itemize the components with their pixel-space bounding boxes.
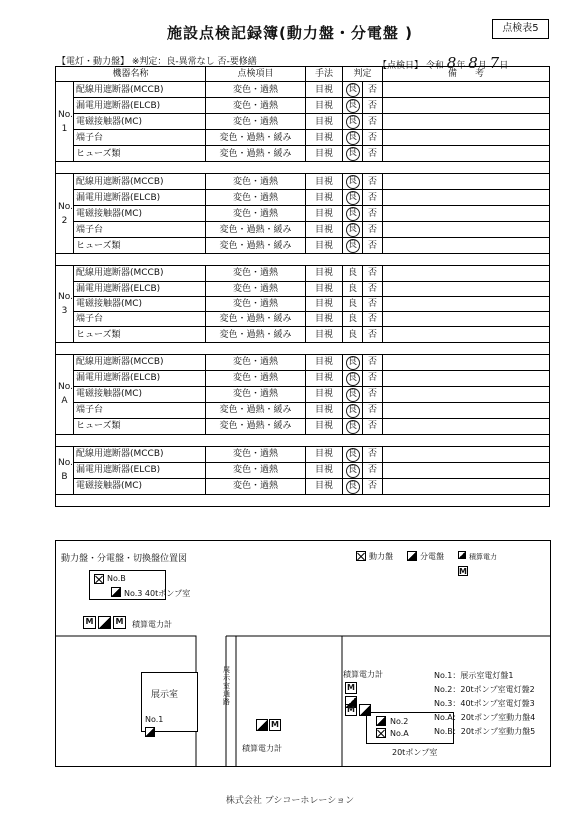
meter-m-icon: M bbox=[83, 616, 96, 629]
equipment-name: 電磁接触器(MC) bbox=[74, 296, 206, 311]
meter-bottom-m-icon: M bbox=[269, 719, 281, 731]
inspection-item: 変色・過熱 bbox=[206, 354, 306, 370]
meter-legend-m-icon: M bbox=[459, 567, 467, 576]
inspection-item: 変色・過熱 bbox=[206, 478, 306, 494]
meter-right-m-icon-1: M bbox=[345, 682, 357, 694]
spacer-cell bbox=[56, 342, 74, 354]
inspection-item: 変色・過熱・緩み bbox=[206, 312, 306, 327]
judgement-good bbox=[343, 82, 363, 98]
inspection-item: 変色・過熱 bbox=[206, 462, 306, 478]
inspection-method: 目視 bbox=[306, 402, 343, 418]
spacer-cell bbox=[383, 342, 550, 354]
month-value: 8 bbox=[468, 54, 478, 72]
inspection-method: 目視 bbox=[306, 146, 343, 162]
group-spacer-row bbox=[56, 254, 550, 266]
panel-list-item: No.B：20tポンプ室動力盤5 bbox=[434, 727, 536, 736]
equipment-name: 端子台 bbox=[74, 222, 206, 238]
spacer-cell bbox=[206, 162, 306, 174]
spacer-cell bbox=[306, 162, 343, 174]
judgement-bad: 否 bbox=[363, 238, 383, 254]
panel-list-item: No.2：20tポンプ室電灯盤2 bbox=[434, 685, 535, 694]
inspection-item: 変色・過熱・緩み bbox=[206, 238, 306, 254]
judgement-bad: 否 bbox=[363, 222, 383, 238]
judgement-good-label: 良 bbox=[346, 388, 360, 402]
spacer-cell bbox=[383, 494, 550, 506]
header-judgement: 判定 bbox=[343, 67, 383, 82]
power-panel-legend-label: 動力盤 bbox=[369, 552, 393, 561]
judgement-good bbox=[343, 446, 363, 462]
spacer-cell bbox=[56, 434, 74, 446]
distribution-panel-legend-label: 分電盤 bbox=[420, 552, 444, 561]
panel-list bbox=[434, 669, 535, 739]
table-row bbox=[56, 462, 550, 478]
judgement-bad: 否 bbox=[363, 354, 383, 370]
group-number-value: 2 bbox=[61, 215, 68, 226]
remarks-cell bbox=[383, 386, 550, 402]
judgement-good-label: 良 bbox=[346, 404, 360, 418]
table-row bbox=[56, 312, 550, 327]
group-number-label: No. bbox=[58, 382, 73, 393]
equipment-name: ヒューズ類 bbox=[74, 418, 206, 434]
meter-top-label: 積算電力計 bbox=[132, 620, 172, 629]
day-value: 7 bbox=[489, 54, 500, 72]
spacer-cell bbox=[343, 494, 363, 506]
meter-m-icon-2: M bbox=[113, 616, 126, 629]
table-row bbox=[56, 386, 550, 402]
judgement-good-label: 良 bbox=[346, 372, 360, 386]
inspection-method: 目視 bbox=[306, 418, 343, 434]
location-map bbox=[55, 540, 551, 767]
judgement-good-label: 良 bbox=[348, 329, 358, 340]
judgement-bad: 否 bbox=[363, 114, 383, 130]
judgement-good-label: 良 bbox=[346, 207, 360, 221]
panel-1-icon bbox=[145, 727, 155, 737]
table-row bbox=[56, 82, 550, 98]
equipment-name: 端子台 bbox=[74, 130, 206, 146]
spacer-cell bbox=[74, 254, 206, 266]
group-spacer-row bbox=[56, 342, 550, 354]
remarks-cell bbox=[383, 114, 550, 130]
judgement-good bbox=[343, 312, 363, 327]
panel-list-item: No.A：20tポンプ室動力盤4 bbox=[434, 713, 536, 722]
panel-a-label: No.A bbox=[390, 729, 409, 738]
spacer-cell bbox=[74, 342, 206, 354]
panel-1-label: No.1 bbox=[145, 715, 164, 724]
equipment-name: 電磁接触器(MC) bbox=[74, 114, 206, 130]
judgement-good bbox=[343, 130, 363, 146]
inspection-item: 変色・過熱 bbox=[206, 82, 306, 98]
inspection-method: 目視 bbox=[306, 82, 343, 98]
spacer-cell bbox=[74, 494, 206, 506]
judgement-good bbox=[343, 190, 363, 206]
year-unit: 年 bbox=[456, 61, 466, 71]
inspection-item: 変色・過熱 bbox=[206, 386, 306, 402]
judgement-good bbox=[343, 206, 363, 222]
equipment-name: 配線用遮断器(MCCB) bbox=[74, 266, 206, 281]
judgement-good bbox=[343, 402, 363, 418]
group-number bbox=[56, 82, 74, 162]
spacer-cell bbox=[343, 162, 363, 174]
remarks-cell bbox=[383, 296, 550, 311]
judgement-bad: 否 bbox=[363, 174, 383, 190]
spacer-cell bbox=[343, 254, 363, 266]
judgement-good bbox=[343, 462, 363, 478]
group-number-value: B bbox=[61, 472, 68, 483]
judgement-good bbox=[343, 281, 363, 296]
inspection-item: 変色・過熱 bbox=[206, 281, 306, 296]
inspection-method: 目視 bbox=[306, 190, 343, 206]
judgement-good-label: 良 bbox=[348, 268, 358, 279]
table-header-row bbox=[56, 67, 550, 82]
judgement-good bbox=[343, 418, 363, 434]
spacer-cell bbox=[363, 162, 383, 174]
inspection-method: 目視 bbox=[306, 386, 343, 402]
judgement-bad: 否 bbox=[363, 478, 383, 494]
judgement-bad: 否 bbox=[363, 206, 383, 222]
header-equipment: 機器名称 bbox=[56, 67, 206, 82]
equipment-name: ヒューズ類 bbox=[74, 238, 206, 254]
judgement-good bbox=[343, 478, 363, 494]
spacer-cell bbox=[383, 434, 550, 446]
inspection-method: 目視 bbox=[306, 312, 343, 327]
group-number bbox=[56, 266, 74, 342]
group-number-label: No. bbox=[58, 458, 73, 469]
group-spacer-row bbox=[56, 162, 550, 174]
table-row bbox=[56, 266, 550, 281]
spacer-cell bbox=[206, 434, 306, 446]
remarks-cell bbox=[383, 190, 550, 206]
equipment-name: 漏電用遮断器(ELCB) bbox=[74, 98, 206, 114]
table-row bbox=[56, 130, 550, 146]
group-number-label: No. bbox=[58, 201, 73, 212]
remarks-cell bbox=[383, 327, 550, 342]
judgement-good-label: 良 bbox=[346, 356, 360, 370]
spacer-cell bbox=[343, 342, 363, 354]
judgement-good bbox=[343, 266, 363, 281]
inspection-item: 変色・過熱・緩み bbox=[206, 222, 306, 238]
spacer-cell bbox=[363, 254, 383, 266]
inspection-method: 目視 bbox=[306, 281, 343, 296]
company-footer: 株式会社 ブシコーホレーション bbox=[225, 796, 355, 806]
era: 令和 bbox=[425, 61, 444, 71]
inspection-method: 目視 bbox=[306, 370, 343, 386]
remarks-cell bbox=[383, 174, 550, 190]
judgement-good bbox=[343, 296, 363, 311]
judgement-bad: 否 bbox=[363, 266, 383, 281]
group-spacer-row bbox=[56, 494, 550, 506]
inspection-method: 目視 bbox=[306, 446, 343, 462]
exhibit-room-label: 展示室 bbox=[151, 690, 179, 700]
spacer-cell bbox=[363, 494, 383, 506]
inspection-item: 変色・過熱 bbox=[206, 190, 306, 206]
spacer-cell bbox=[306, 434, 343, 446]
group-number-value: 1 bbox=[61, 123, 68, 134]
judgement-good bbox=[343, 98, 363, 114]
judgement-good-label: 良 bbox=[346, 99, 360, 113]
inspection-item: 変色・過熱・緩み bbox=[206, 402, 306, 418]
remarks-cell bbox=[383, 354, 550, 370]
spacer-cell bbox=[56, 254, 74, 266]
spacer-cell bbox=[56, 494, 74, 506]
table-row bbox=[56, 190, 550, 206]
group-number-label: No. bbox=[58, 292, 73, 303]
equipment-name: ヒューズ類 bbox=[74, 146, 206, 162]
judgement-good-label: 良 bbox=[346, 420, 360, 434]
inspection-item: 変色・過熱 bbox=[206, 114, 306, 130]
inspection-item: 変色・過熱・緩み bbox=[206, 418, 306, 434]
inspection-method: 目視 bbox=[306, 238, 343, 254]
pump-20t-label: 20tポンプ室 bbox=[392, 748, 438, 757]
table-row bbox=[56, 402, 550, 418]
judgement-good-label: 良 bbox=[346, 448, 360, 462]
judgement-good bbox=[343, 174, 363, 190]
inspection-method: 目視 bbox=[306, 174, 343, 190]
table-row bbox=[56, 370, 550, 386]
remarks-cell bbox=[383, 462, 550, 478]
remarks-cell bbox=[383, 98, 550, 114]
group-number-value: A bbox=[61, 396, 68, 407]
judgement-good-label: 良 bbox=[346, 464, 360, 478]
table-row bbox=[56, 174, 550, 190]
panel-3-label: No.3 40tポンプ室 bbox=[124, 589, 191, 598]
equipment-name: 電磁接触器(MC) bbox=[74, 386, 206, 402]
group-number bbox=[56, 354, 74, 434]
inspection-method: 目視 bbox=[306, 296, 343, 311]
equipment-name: 端子台 bbox=[74, 402, 206, 418]
remarks-cell bbox=[383, 418, 550, 434]
judgement-bad: 否 bbox=[363, 296, 383, 311]
inspection-item: 変色・過熱 bbox=[206, 296, 306, 311]
header-item: 点検項目 bbox=[206, 67, 306, 82]
judgement-good-label: 良 bbox=[346, 115, 360, 129]
spacer-cell bbox=[306, 494, 343, 506]
judgement-bad: 否 bbox=[363, 402, 383, 418]
remarks-cell bbox=[383, 146, 550, 162]
equipment-name: ヒューズ類 bbox=[74, 327, 206, 342]
judgement-good-label: 良 bbox=[346, 480, 360, 494]
judgement-bad: 否 bbox=[363, 82, 383, 98]
remarks-cell bbox=[383, 82, 550, 98]
spacer-cell bbox=[363, 434, 383, 446]
judgement-good bbox=[343, 354, 363, 370]
document-title: 施設点検記録簿(動力盤・分電盤 ) bbox=[167, 24, 413, 42]
judgement-bad: 否 bbox=[363, 418, 383, 434]
panel-b-label: No.B bbox=[107, 574, 126, 583]
group-number bbox=[56, 446, 74, 494]
judgement-good bbox=[343, 222, 363, 238]
panel-2-label: No.2 bbox=[390, 717, 409, 726]
table-row bbox=[56, 446, 550, 462]
table-row bbox=[56, 418, 550, 434]
inspection-method: 目視 bbox=[306, 327, 343, 342]
remarks-cell bbox=[383, 478, 550, 494]
judgement-good-label: 良 bbox=[346, 175, 360, 189]
inspection-table bbox=[55, 66, 550, 507]
equipment-name: 電磁接触器(MC) bbox=[74, 206, 206, 222]
spacer-cell bbox=[306, 254, 343, 266]
remarks-cell bbox=[383, 222, 550, 238]
judgement-good-label: 良 bbox=[348, 283, 358, 294]
table-row bbox=[56, 478, 550, 494]
remarks-cell bbox=[383, 238, 550, 254]
inspection-item: 変色・過熱 bbox=[206, 370, 306, 386]
judgement-good bbox=[343, 327, 363, 342]
judgement-legend: ※判定：良-異常なし 否-要修繕 bbox=[131, 57, 257, 67]
judgement-good bbox=[343, 370, 363, 386]
table-row bbox=[56, 238, 550, 254]
spacer-cell bbox=[363, 342, 383, 354]
table-row bbox=[56, 281, 550, 296]
inspection-item: 変色・過熱・緩み bbox=[206, 327, 306, 342]
meter-right-m-icon-2: M bbox=[345, 704, 357, 716]
inspection-item: 変色・過熱 bbox=[206, 266, 306, 281]
inspection-method: 目視 bbox=[306, 266, 343, 281]
table-row bbox=[56, 98, 550, 114]
category-label: 【電灯・動力盤】 bbox=[57, 57, 130, 67]
spacer-cell bbox=[343, 434, 363, 446]
judgement-bad: 否 bbox=[363, 327, 383, 342]
inspection-method: 目視 bbox=[306, 478, 343, 494]
equipment-name: 漏電用遮断器(ELCB) bbox=[74, 190, 206, 206]
remarks-cell bbox=[383, 266, 550, 281]
panel-2-icon bbox=[376, 716, 386, 726]
equipment-name: 漏電用遮断器(ELCB) bbox=[74, 370, 206, 386]
spacer-cell bbox=[306, 342, 343, 354]
group-spacer-row bbox=[56, 434, 550, 446]
inspection-method: 目視 bbox=[306, 206, 343, 222]
judgement-bad: 否 bbox=[363, 98, 383, 114]
equipment-name: 電磁接触器(MC) bbox=[74, 478, 206, 494]
header-method: 手法 bbox=[306, 67, 343, 82]
map-title: 動力盤・分電盤・切換盤位置図 bbox=[61, 554, 188, 564]
judgement-good-label: 良 bbox=[346, 147, 360, 161]
spacer-cell bbox=[383, 254, 550, 266]
table-row bbox=[56, 146, 550, 162]
panel-list-item: No.1：展示室電灯盤1 bbox=[434, 671, 514, 680]
judgement-bad: 否 bbox=[363, 462, 383, 478]
group-number-label: No. bbox=[58, 109, 73, 120]
spacer-cell bbox=[74, 434, 206, 446]
judgement-good-label: 良 bbox=[346, 191, 360, 205]
inspection-item: 変色・過熱 bbox=[206, 174, 306, 190]
spacer-cell bbox=[206, 494, 306, 506]
remarks-cell bbox=[383, 281, 550, 296]
table-row bbox=[56, 222, 550, 238]
judgement-good bbox=[343, 386, 363, 402]
meter-bottom-label: 積算電力計 bbox=[242, 744, 282, 753]
judgement-bad: 否 bbox=[363, 446, 383, 462]
judgement-good-label: 良 bbox=[346, 223, 360, 237]
judgement-bad: 否 bbox=[363, 130, 383, 146]
meter-bottom-panel-icon bbox=[256, 719, 268, 731]
month-unit: 月 bbox=[477, 61, 487, 71]
spacer-cell bbox=[74, 162, 206, 174]
group-number bbox=[56, 174, 74, 254]
judgement-good-label: 良 bbox=[348, 314, 358, 325]
panel-list-item: No.3：40tポンプ室電灯盤3 bbox=[434, 699, 535, 708]
judgement-good-label: 良 bbox=[348, 299, 358, 310]
judgement-good bbox=[343, 238, 363, 254]
table-row bbox=[56, 354, 550, 370]
inspection-item: 変色・過熱・緩み bbox=[206, 130, 306, 146]
inspection-item: 変色・過熱 bbox=[206, 98, 306, 114]
spacer-cell bbox=[206, 342, 306, 354]
remarks-cell bbox=[383, 130, 550, 146]
inspection-method: 目視 bbox=[306, 354, 343, 370]
inspection-method: 目視 bbox=[306, 462, 343, 478]
spacer-cell bbox=[383, 162, 550, 174]
inspection-method: 目視 bbox=[306, 130, 343, 146]
sheet-number-box: 点検表5 bbox=[492, 19, 549, 39]
judgement-good bbox=[343, 146, 363, 162]
judgement-good-label: 良 bbox=[346, 131, 360, 145]
inspection-method: 目視 bbox=[306, 98, 343, 114]
meter-right-label: 積算電力計 bbox=[343, 670, 383, 679]
table-row bbox=[56, 296, 550, 311]
judgement-bad: 否 bbox=[363, 370, 383, 386]
equipment-name: 端子台 bbox=[74, 312, 206, 327]
judgement-bad: 否 bbox=[363, 146, 383, 162]
inspection-method: 目視 bbox=[306, 222, 343, 238]
judgement-bad: 否 bbox=[363, 386, 383, 402]
inspection-method: 目視 bbox=[306, 114, 343, 130]
inspection-item: 変色・過熱・緩み bbox=[206, 146, 306, 162]
equipment-name: 配線用遮断器(MCCB) bbox=[74, 354, 206, 370]
judgement-good-label: 良 bbox=[346, 239, 360, 253]
table-row bbox=[56, 114, 550, 130]
group-number-value: 3 bbox=[61, 306, 68, 317]
equipment-name: 配線用遮断器(MCCB) bbox=[74, 446, 206, 462]
day-unit: 日 bbox=[499, 61, 509, 71]
table-row bbox=[56, 327, 550, 342]
inspection-item: 変色・過熱 bbox=[206, 446, 306, 462]
judgement-bad: 否 bbox=[363, 190, 383, 206]
year-value: 8 bbox=[446, 54, 457, 72]
spacer-cell bbox=[56, 162, 74, 174]
date-label: 【点検日】 bbox=[378, 61, 424, 71]
remarks-cell bbox=[383, 446, 550, 462]
remarks-cell bbox=[383, 206, 550, 222]
meter-legend-label: 積算電力 bbox=[469, 553, 497, 561]
spacer-cell bbox=[206, 254, 306, 266]
equipment-name: 漏電用遮断器(ELCB) bbox=[74, 281, 206, 296]
equipment-name: 配線用遮断器(MCCB) bbox=[74, 174, 206, 190]
equipment-name: 漏電用遮断器(ELCB) bbox=[74, 462, 206, 478]
table-row bbox=[56, 206, 550, 222]
judgement-good bbox=[343, 114, 363, 130]
panel-a-icon bbox=[376, 728, 386, 738]
inspection-item: 変色・過熱 bbox=[206, 206, 306, 222]
judgement-bad: 否 bbox=[363, 312, 383, 327]
remarks-cell bbox=[383, 312, 550, 327]
remarks-cell bbox=[383, 370, 550, 386]
corridor-label: 展示室通路 bbox=[223, 666, 230, 706]
equipment-name: 配線用遮断器(MCCB) bbox=[74, 82, 206, 98]
remarks-cell bbox=[383, 402, 550, 418]
header-remarks: 備 考 bbox=[383, 67, 550, 82]
judgement-good-label: 良 bbox=[346, 83, 360, 97]
judgement-bad: 否 bbox=[363, 281, 383, 296]
